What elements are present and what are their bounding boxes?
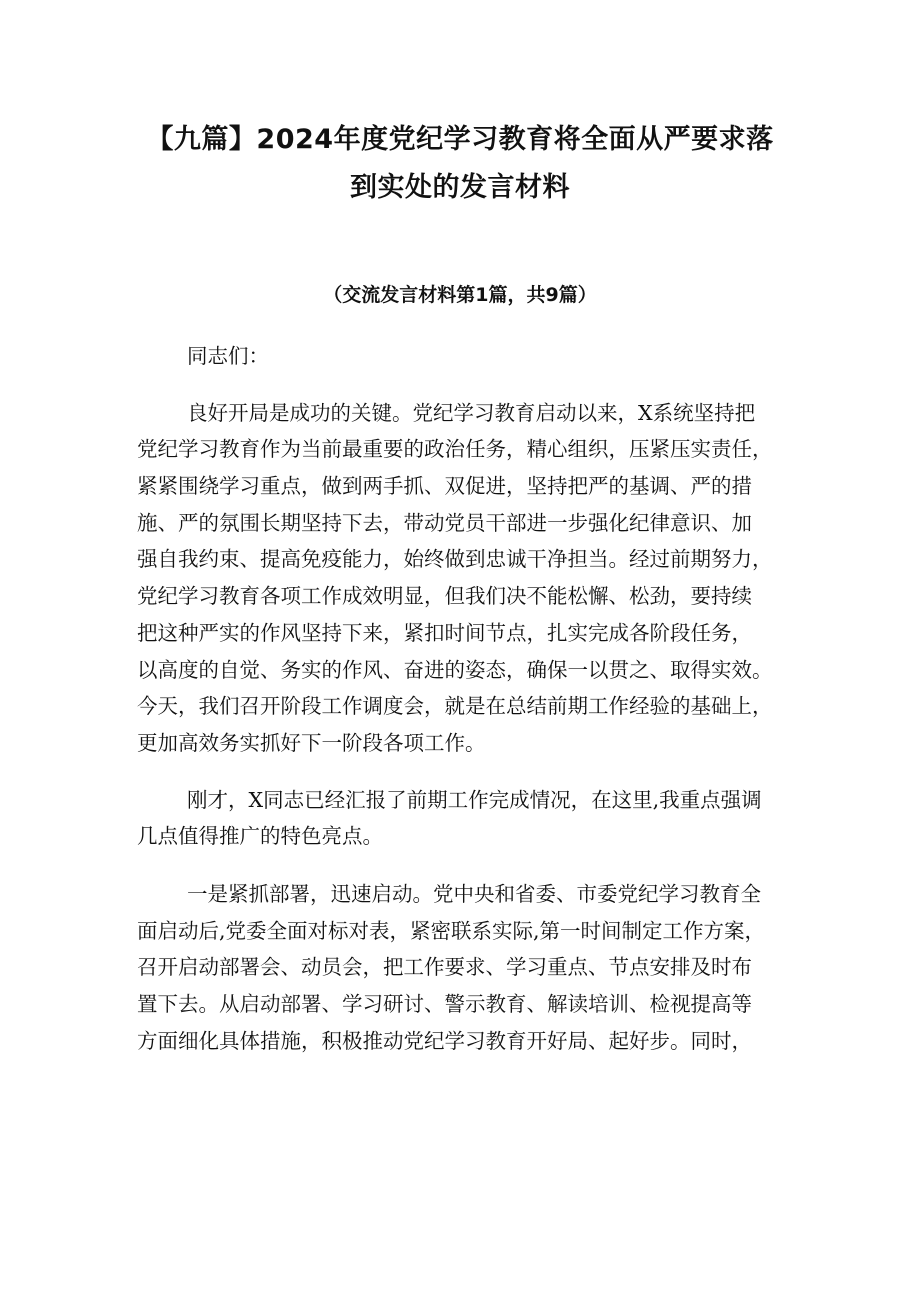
paragraph-line: 召开启动部署会、动员会，把工作要求、学习重点、节点安排及时布 [137,955,752,980]
title-line: 【九篇】2024年度党纪学习教育将全面从严要求落 [146,124,774,155]
paragraph-line: 一是紧抓部署，迅速启动。党中央和省委、市委党纪学习教育全 [187,881,761,906]
document-title [110,116,810,212]
paragraph [137,876,797,1059]
paragraph-line: 施、严的氛围长期坚持下去，带动党员干部进一步强化纪律意识、加 [137,510,752,535]
paragraph-line: 把这种严实的作风坚持下来，紧扣时间节点，扎实完成各阶段任务， [137,620,752,645]
paragraph-line: 今天，我们召开阶段工作调度会，就是在总结前期工作经验的基础上， [137,694,773,719]
document-subtitle: （交流发言材料第1篇，共9篇） [323,284,597,306]
paragraph-line: 更加高效务实抓好下一阶段各项工作。 [137,730,486,755]
paragraph [137,782,797,855]
paragraph-line: 紧紧围绕学习重点，做到两手抓、双促进，坚持把严的基调、严的措 [137,474,752,499]
greeting [137,338,797,375]
paragraph-line: 党纪学习教育作为当前最重要的政治任务，精心组织，压紧压实责任， [137,437,773,462]
paragraph-line: 方面细化具体措施，积极推动党纪学习教育开好局、起好步。同时， [137,1028,752,1053]
title-line: 到实处的发言材料 [350,172,570,203]
paragraph-line: 党纪学习教育各项工作成效明显，但我们决不能松懈、松劲，要持续 [137,584,752,609]
paragraph-line: 面启动后,党委全面对标对表，紧密联系实际,第一时间制定工作方案， [137,918,766,943]
paragraph [137,395,797,762]
paragraph-line: 良好开局是成功的关键。党纪学习教育启动以来，X系统坚持把 [187,400,756,425]
paragraph-line: 以高度的自觉、务实的作风、奋进的姿态，确保一以贯之、取得实效。 [137,657,773,682]
paragraph-line: 置下去。从启动部署、学习研讨、警示教育、解读培训、检视提高等 [137,992,752,1016]
paragraph-line: 刚才，X同志已经汇报了前期工作完成情况，在这里,我重点强调 [187,787,762,812]
document-body [137,338,797,1059]
paragraph-line: 几点值得推广的特色亮点。 [137,824,383,849]
greeting-text: 同志们： [187,344,269,368]
paragraph-line: 强自我约束、提高免疫能力，始终做到忠诚干净担当。经过前期努力， [137,547,773,572]
